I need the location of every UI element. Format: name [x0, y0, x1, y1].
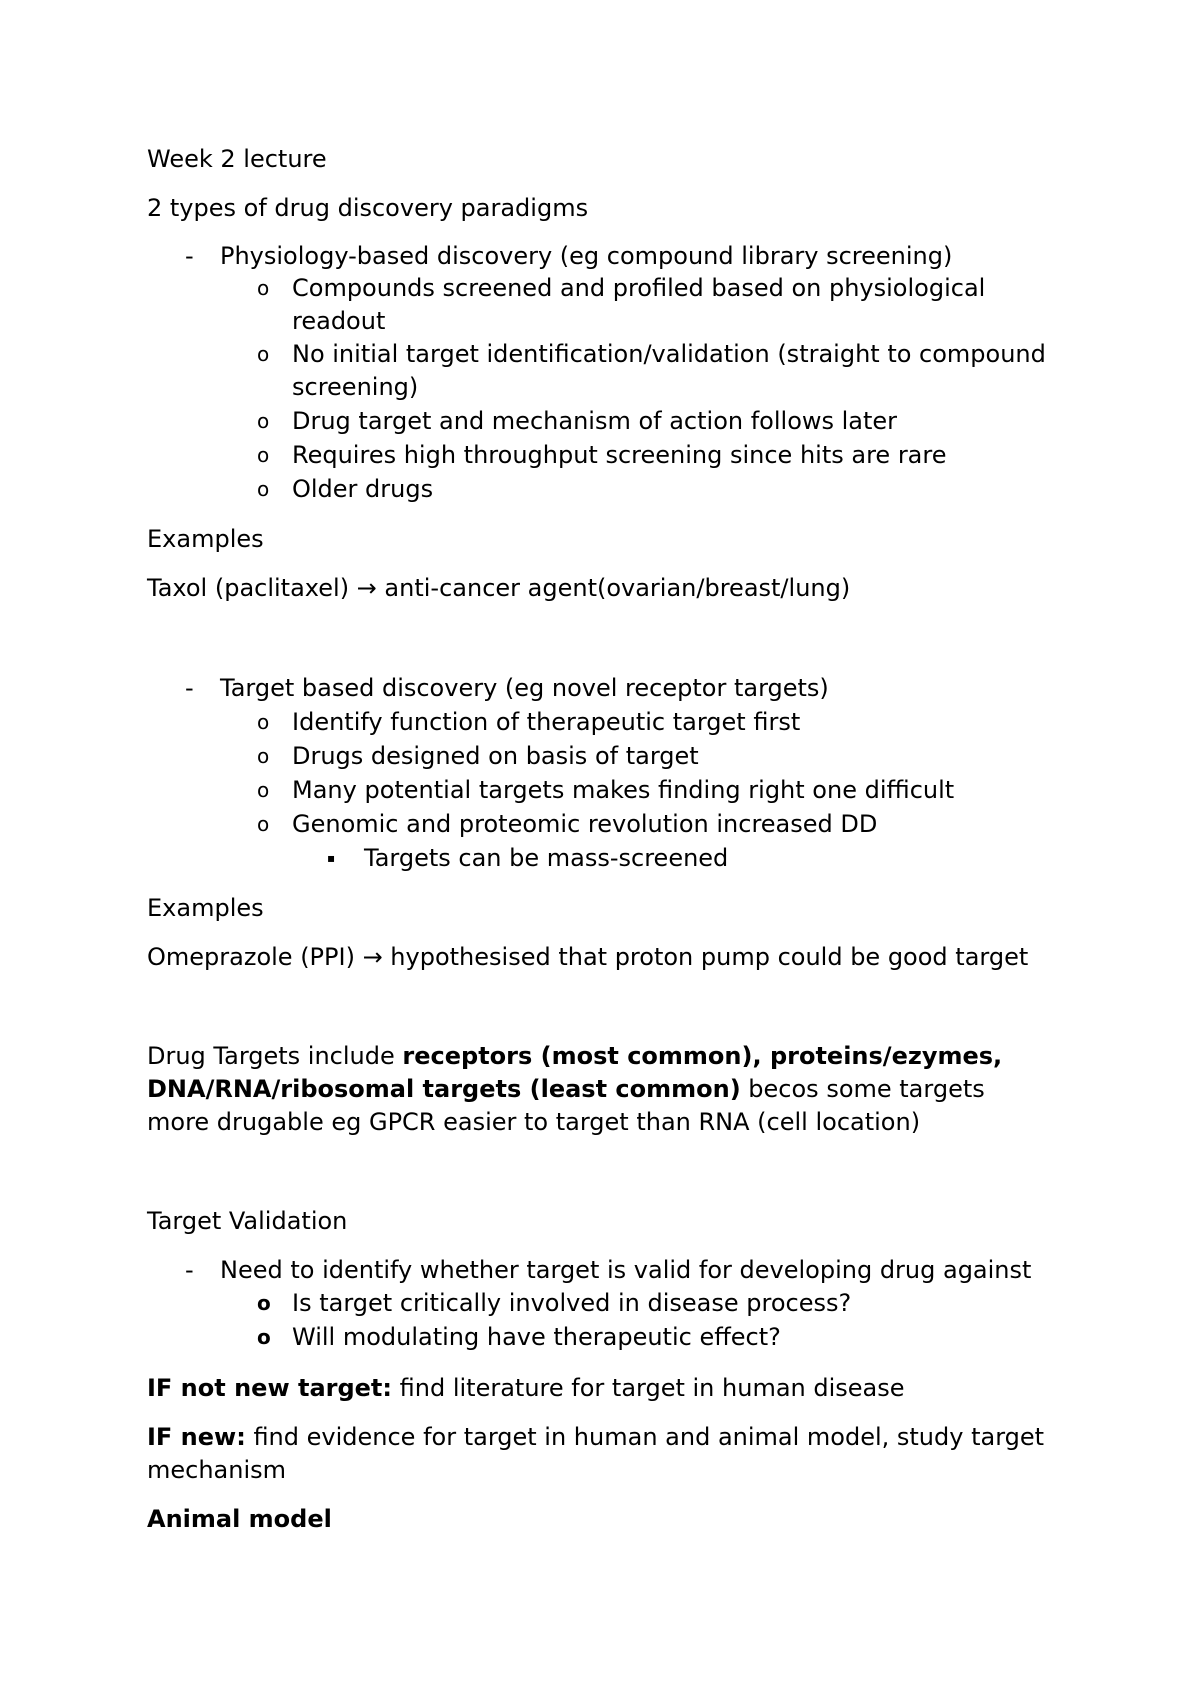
sub-bullet-text: readout: [292, 307, 386, 335]
circle-marker: o: [257, 443, 270, 467]
circle-marker: o: [257, 342, 270, 366]
circle-marker: o: [257, 1325, 271, 1349]
animal-model-heading: [147, 1503, 332, 1536]
sub-bullet-text: Requires high throughput screening since hits are rare: [292, 441, 947, 469]
sub-sub-bullet-text: Targets can be mass-screened: [364, 844, 729, 872]
sub-bullet-text: Older drugs: [292, 475, 434, 503]
doc-title: Week 2 lecture: [147, 145, 327, 173]
examples-label: Examples: [147, 894, 264, 922]
circle-marker: o: [257, 744, 270, 768]
targets-bold-1: receptors (most common), proteins/ezymes,: [402, 1042, 1003, 1070]
example-line: Taxol (paclitaxel) → anti-cancer agent(ovarian/breast/lung): [147, 574, 851, 602]
sub-bullet-text: Is target critically involved in disease process?: [292, 1289, 852, 1317]
circle-marker: o: [257, 477, 270, 501]
if-new-line-2: mechanism: [147, 1456, 287, 1484]
dash-marker: -: [185, 242, 194, 270]
sub-bullet-text: Drugs designed on basis of target: [292, 742, 699, 770]
square-marker: ▪: [327, 851, 336, 865]
if-not-new-label: IF not new target:: [147, 1374, 393, 1402]
intro-line: 2 types of drug discovery paradigms: [147, 194, 589, 222]
sub-bullet-text: Drug target and mechanism of action follows later: [292, 407, 898, 435]
dash-marker: -: [185, 674, 194, 702]
sub-bullet-text: screening): [292, 373, 419, 401]
circle-marker: o: [257, 812, 270, 836]
if-new-text: find evidence for target in human and animal model, study target: [245, 1423, 1045, 1451]
if-not-new-text: find literature for target in human disease: [392, 1374, 905, 1402]
sub-bullet-text: No initial target identification/validation (straight to compound: [292, 340, 1046, 368]
if-new-label: IF new:: [147, 1423, 246, 1451]
targets-bold-2: DNA/RNA/ribosomal targets (least common): [147, 1075, 741, 1103]
examples-label: Examples: [147, 525, 264, 553]
circle-marker: o: [257, 409, 270, 433]
if-new-line: [147, 1421, 1044, 1454]
sub-bullet-text: Identify function of therapeutic target first: [292, 708, 801, 736]
sub-bullet-text: Will modulating have therapeutic effect?: [292, 1323, 781, 1351]
sub-bullet-text: Many potential targets makes finding right one difficult: [292, 776, 955, 804]
animal-model-label: Animal model: [147, 1505, 332, 1533]
targets-post: becos some targets: [740, 1075, 985, 1103]
circle-marker: o: [257, 778, 270, 802]
circle-marker: o: [257, 276, 270, 300]
circle-marker: o: [257, 1291, 271, 1315]
bullet-text: Physiology-based discovery (eg compound library screening): [220, 242, 953, 270]
circle-marker: o: [257, 710, 270, 734]
sub-bullet-text: Compounds screened and profiled based on physiological: [292, 274, 986, 302]
targets-line-3: more drugable eg GPCR easier to target than RNA (cell location): [147, 1108, 921, 1136]
targets-line-2: [147, 1073, 985, 1106]
dash-marker: -: [185, 1256, 194, 1284]
if-not-new-line: [147, 1372, 905, 1405]
sub-bullet-text: Genomic and proteomic revolution increased DD: [292, 810, 878, 838]
bullet-text: Need to identify whether target is valid for developing drug against: [220, 1256, 1032, 1284]
section-heading: Target Validation: [147, 1207, 348, 1235]
bullet-text: Target based discovery (eg novel receptor targets): [220, 674, 829, 702]
targets-pre: Drug Targets include: [147, 1042, 403, 1070]
example-line: Omeprazole (PPI) → hypothesised that proton pump could be good target: [147, 943, 1029, 971]
targets-line-1: [147, 1040, 1002, 1073]
